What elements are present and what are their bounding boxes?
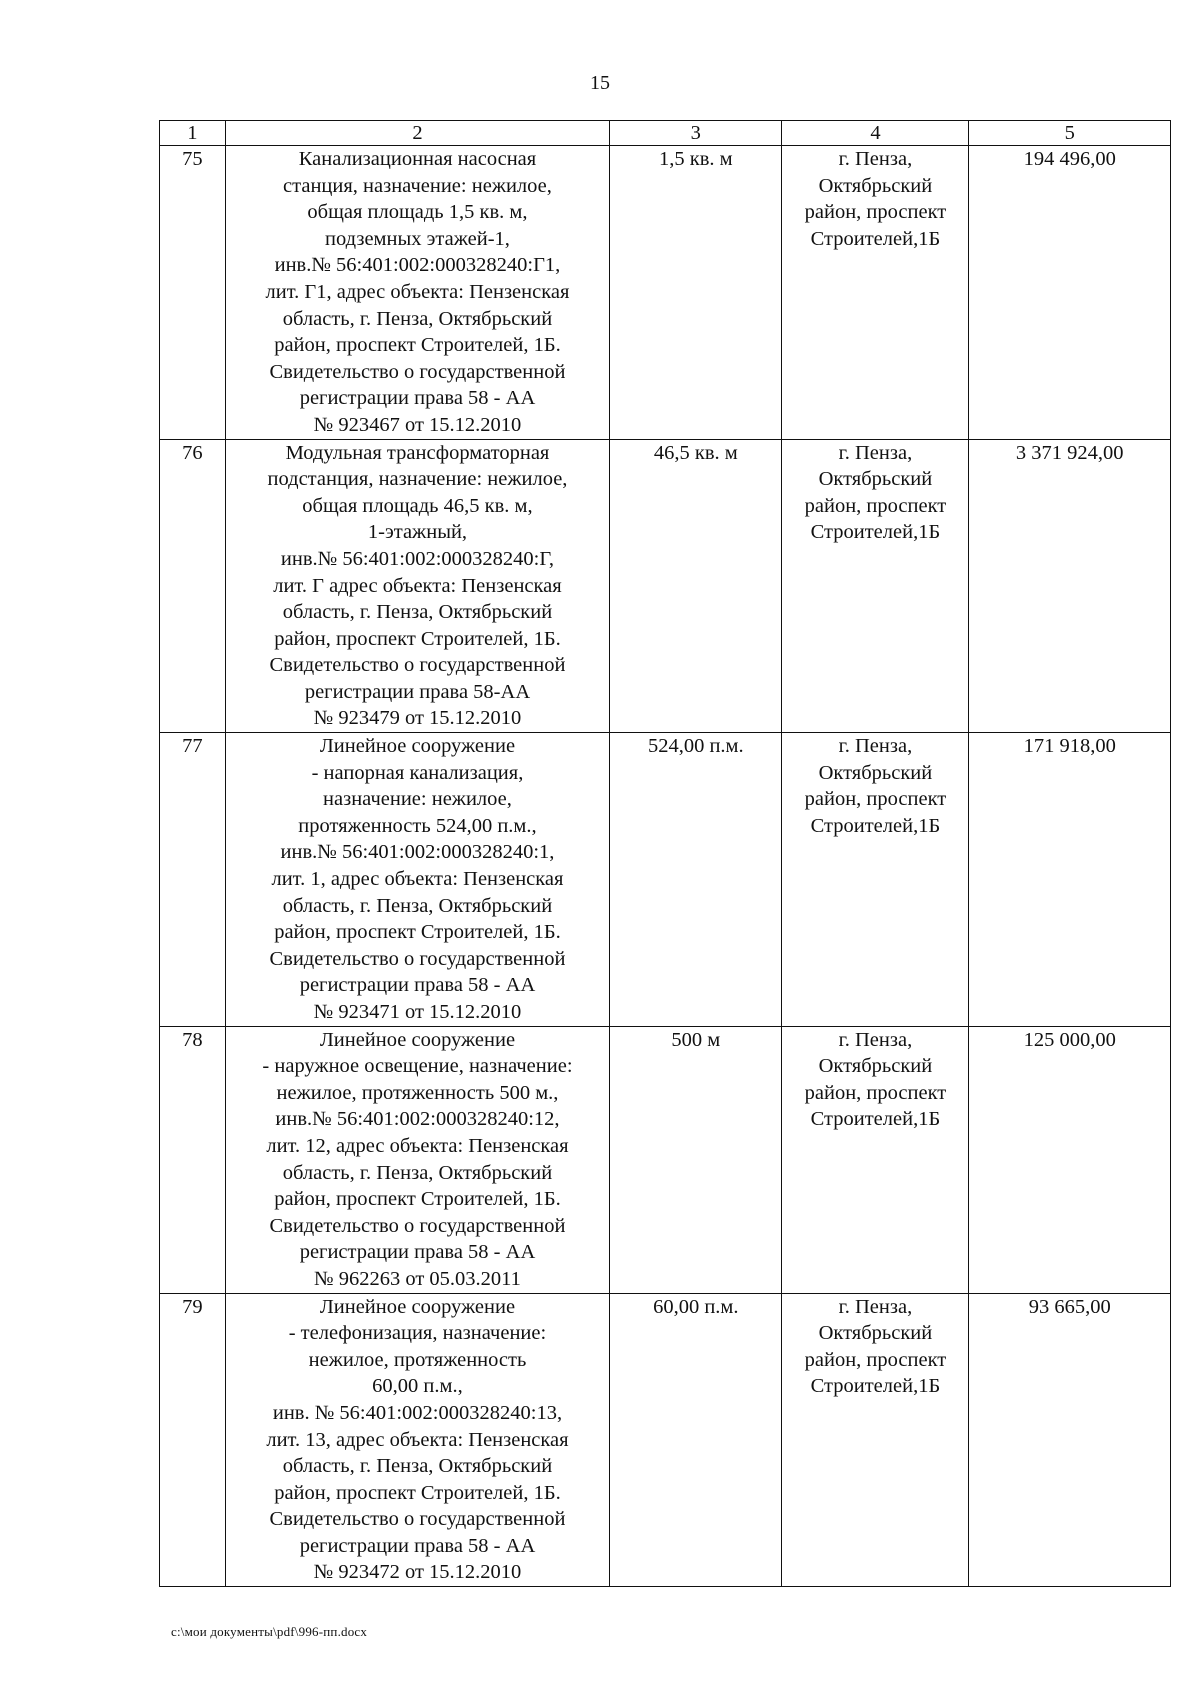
description-line: протяженность 524,00 п.м., bbox=[298, 814, 537, 837]
description-line: № 923479 от 15.12.2010 bbox=[313, 707, 522, 730]
header-col-4: 4 bbox=[782, 121, 969, 146]
location-cell bbox=[782, 146, 969, 440]
location-line: г. Пенза, bbox=[838, 735, 913, 758]
location-line: Октябрьский bbox=[818, 174, 933, 197]
description-line: назначение: нежилое, bbox=[323, 788, 512, 811]
row-number-cell: 77 bbox=[160, 733, 226, 1027]
description-cell bbox=[225, 146, 609, 440]
table-header bbox=[160, 121, 1171, 146]
value-cell: 125 000,00 bbox=[969, 1026, 1171, 1293]
location-cell bbox=[782, 733, 969, 1027]
location-line: Строителей,1Б bbox=[810, 1108, 941, 1131]
description-line: Линейное сооружение bbox=[319, 1295, 516, 1318]
description-line: район, проспект Строителей, 1Б. bbox=[274, 921, 561, 944]
location-line: Строителей,1Б bbox=[810, 227, 941, 250]
description-line: Канализационная насосная bbox=[298, 148, 537, 170]
size-cell: 60,00 п.м. bbox=[610, 1293, 782, 1587]
table-row bbox=[160, 1026, 1171, 1293]
location-line: Октябрьский bbox=[818, 1322, 933, 1345]
table-row bbox=[160, 1293, 1171, 1587]
header-col-5: 5 bbox=[969, 121, 1171, 146]
description-cell bbox=[225, 439, 609, 733]
description-line: область, г. Пенза, Октябрьский bbox=[282, 307, 553, 330]
description-line: регистрации права 58-АА bbox=[304, 680, 531, 703]
value-cell: 194 496,00 bbox=[969, 146, 1171, 440]
size-cell: 1,5 кв. м bbox=[610, 146, 782, 440]
description-line: Свидетельство о государственной bbox=[269, 1508, 566, 1531]
location-line: Строителей,1Б bbox=[810, 814, 941, 837]
description-line: № 962263 от 05.03.2011 bbox=[314, 1267, 521, 1290]
description-line: район, проспект Строителей, 1Б. bbox=[274, 334, 561, 357]
description-line: регистрации права 58 - АА bbox=[299, 974, 536, 997]
description-line: № 923467 от 15.12.2010 bbox=[313, 413, 522, 436]
description-line: инв.№ 56:401:002:000328240:1, bbox=[280, 841, 555, 864]
description-line: Свидетельство о государственной bbox=[269, 360, 566, 383]
description-line: область, г. Пенза, Октябрьский bbox=[282, 1161, 553, 1184]
location-line: Октябрьский bbox=[818, 468, 933, 491]
description-line: лит. 13, адрес объекта: Пензенская bbox=[266, 1428, 569, 1451]
description-line: район, проспект Строителей, 1Б. bbox=[274, 1481, 561, 1504]
location-line: Строителей,1Б bbox=[810, 1375, 941, 1398]
description-line: область, г. Пенза, Октябрьский bbox=[282, 601, 553, 624]
description-cell bbox=[225, 1293, 609, 1587]
header-col-3: 3 bbox=[610, 121, 782, 146]
description-cell bbox=[225, 733, 609, 1027]
description-line: 1-этажный, bbox=[367, 521, 468, 544]
description-line: инв.№ 56:401:002:000328240:Г, bbox=[280, 547, 555, 570]
location-line: г. Пенза, bbox=[838, 441, 913, 464]
location-line: район, проспект bbox=[804, 1081, 947, 1104]
description-line: инв.№ 56:401:002:000328240:Г1, bbox=[274, 254, 561, 277]
description-line: подземных этажей-1, bbox=[325, 227, 510, 250]
location-line: г. Пенза, bbox=[838, 1295, 913, 1318]
description-line: Свидетельство о государственной bbox=[269, 947, 566, 970]
description-line: 60,00 п.м., bbox=[372, 1375, 463, 1398]
location-line: район, проспект bbox=[804, 1348, 947, 1371]
header-col-1: 1 bbox=[160, 121, 226, 146]
description-line: - телефонизация, назначение: bbox=[288, 1322, 547, 1345]
location-line: Октябрьский bbox=[818, 761, 933, 784]
description-line: инв. № 56:401:002:000328240:13, bbox=[272, 1401, 563, 1424]
description-line: Свидетельство о государственной bbox=[269, 1214, 566, 1237]
page-number: 15 bbox=[590, 72, 610, 94]
description-line: общая площадь 46,5 кв. м, bbox=[302, 494, 533, 517]
size-cell: 46,5 кв. м bbox=[610, 439, 782, 733]
description-line: инв.№ 56:401:002:000328240:12, bbox=[275, 1108, 560, 1131]
row-number-cell: 78 bbox=[160, 1026, 226, 1293]
table-row bbox=[160, 733, 1171, 1027]
description-line: - наружное освещение, назначение: bbox=[262, 1055, 573, 1078]
description-line: регистрации права 58 - АА bbox=[299, 1534, 536, 1557]
description-line: нежилое, протяженность 500 м., bbox=[276, 1081, 559, 1104]
location-line: г. Пенза, bbox=[838, 148, 913, 170]
description-line: Свидетельство о государственной bbox=[269, 654, 566, 677]
size-cell: 524,00 п.м. bbox=[610, 733, 782, 1027]
description-line: регистрации права 58 - АА bbox=[299, 387, 536, 410]
description-line: подстанция, назначение: нежилое, bbox=[267, 468, 568, 491]
location-cell bbox=[782, 439, 969, 733]
description-line: район, проспект Строителей, 1Б. bbox=[274, 627, 561, 650]
description-line: Модульная трансформаторная bbox=[285, 441, 550, 464]
description-line: станция, назначение: нежилое, bbox=[283, 174, 552, 197]
table-body bbox=[160, 146, 1171, 1587]
location-cell bbox=[782, 1293, 969, 1587]
location-line: район, проспект bbox=[804, 788, 947, 811]
row-number-cell: 79 bbox=[160, 1293, 226, 1587]
header-col-2: 2 bbox=[225, 121, 609, 146]
location-line: Октябрьский bbox=[818, 1055, 933, 1078]
table-row bbox=[160, 146, 1171, 440]
value-cell: 3 371 924,00 bbox=[969, 439, 1171, 733]
description-line: лит. Г адрес объекта: Пензенская bbox=[273, 574, 562, 597]
property-table bbox=[159, 120, 1171, 1587]
description-line: район, проспект Строителей, 1Б. bbox=[274, 1188, 561, 1211]
description-line: регистрации права 58 - АА bbox=[299, 1241, 536, 1264]
description-line: общая площадь 1,5 кв. м, bbox=[307, 201, 528, 224]
header-row bbox=[160, 121, 1171, 146]
description-line: лит. Г1, адрес объекта: Пензенская bbox=[265, 280, 570, 303]
size-cell: 500 м bbox=[610, 1026, 782, 1293]
row-number-cell: 76 bbox=[160, 439, 226, 733]
description-line: № 923472 от 15.12.2010 bbox=[313, 1561, 522, 1584]
description-line: область, г. Пенза, Октябрьский bbox=[282, 1455, 553, 1478]
location-cell bbox=[782, 1026, 969, 1293]
description-line: № 923471 от 15.12.2010 bbox=[313, 1001, 522, 1023]
file-path-footer: c:\мои документы\pdf\996-пп.docx bbox=[171, 1624, 368, 1639]
location-line: район, проспект bbox=[804, 201, 947, 224]
description-line: нежилое, протяженность bbox=[308, 1348, 527, 1371]
description-line: - напорная канализация, bbox=[311, 761, 524, 784]
value-cell: 171 918,00 bbox=[969, 733, 1171, 1027]
description-line: Линейное сооружение bbox=[319, 1028, 516, 1051]
table-row bbox=[160, 439, 1171, 733]
description-cell bbox=[225, 1026, 609, 1293]
location-line: Строителей,1Б bbox=[810, 521, 941, 544]
description-line: Линейное сооружение bbox=[319, 735, 516, 758]
description-line: лит. 12, адрес объекта: Пензенская bbox=[266, 1134, 569, 1157]
row-number-cell: 75 bbox=[160, 146, 226, 440]
location-line: район, проспект bbox=[804, 494, 947, 517]
location-line: г. Пенза, bbox=[838, 1028, 913, 1051]
description-line: лит. 1, адрес объекта: Пензенская bbox=[271, 868, 564, 891]
value-cell: 93 665,00 bbox=[969, 1293, 1171, 1587]
description-line: область, г. Пенза, Октябрьский bbox=[282, 894, 553, 917]
